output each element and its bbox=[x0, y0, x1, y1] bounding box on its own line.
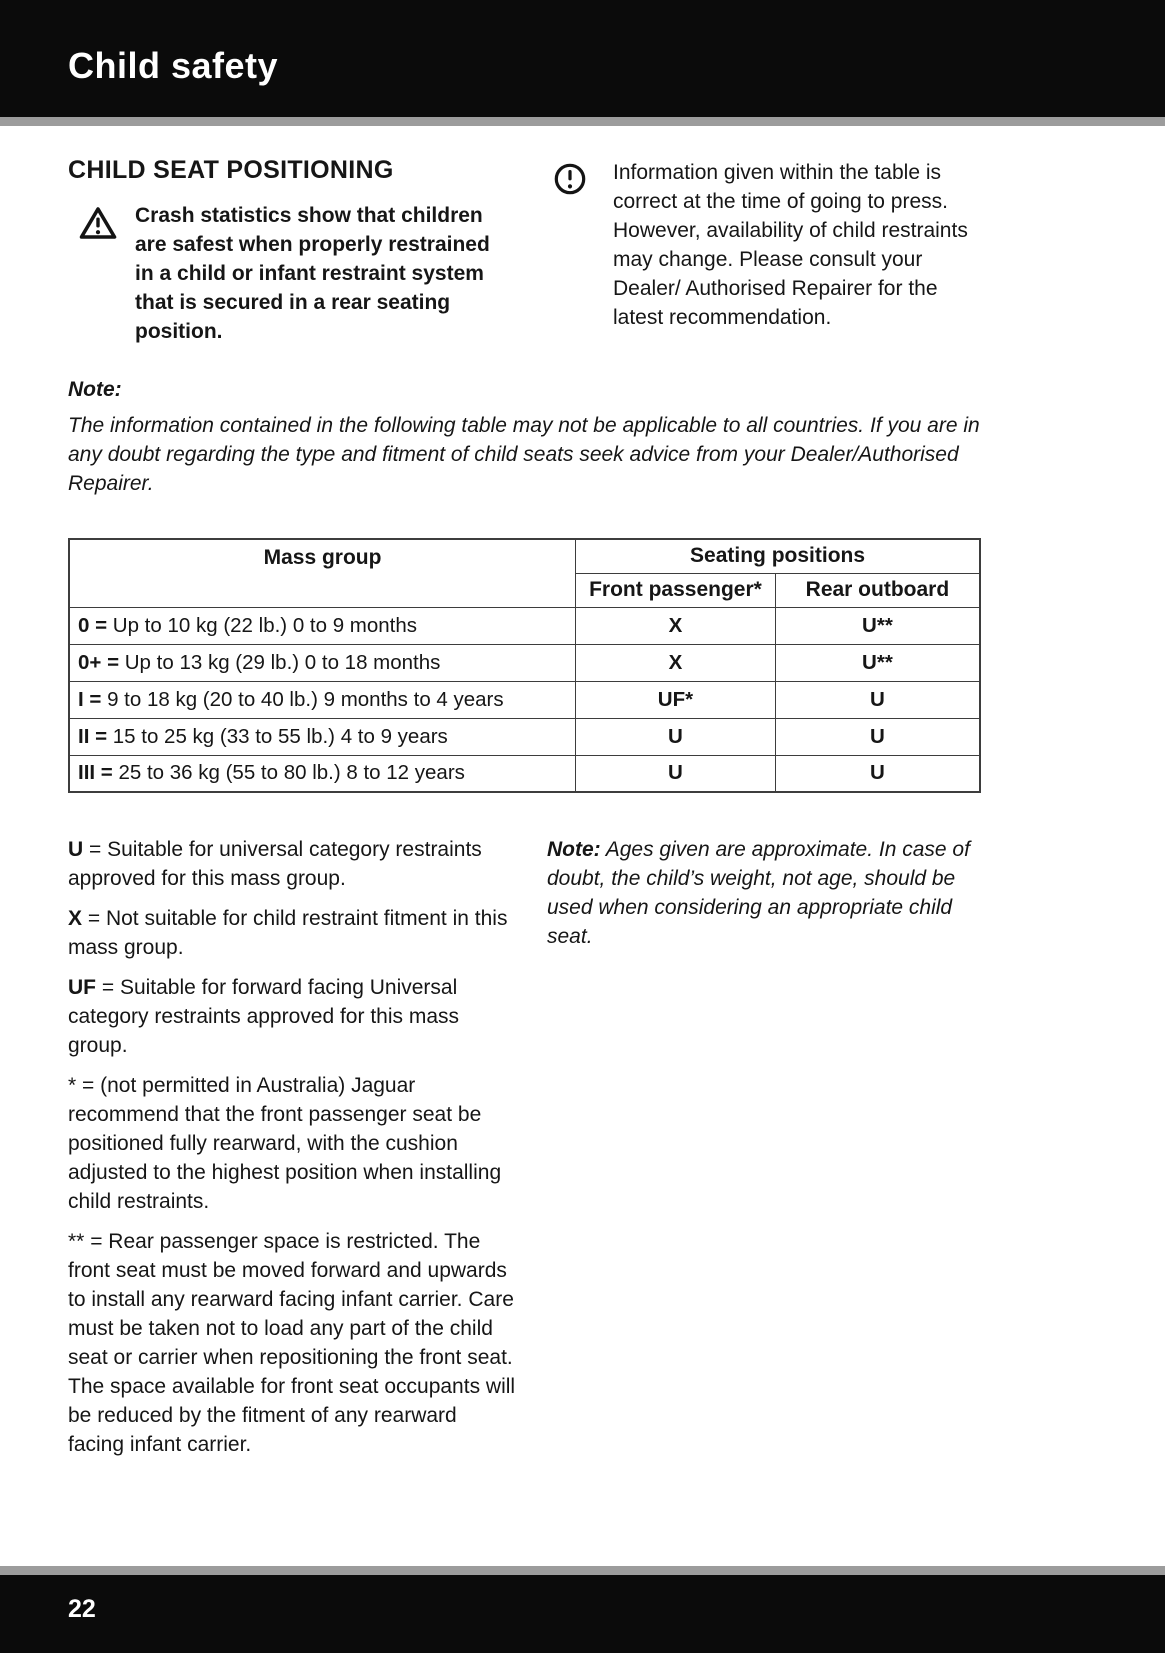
front-passenger-value: X bbox=[576, 644, 776, 681]
side-note-column bbox=[547, 835, 989, 1470]
front-passenger-value: U bbox=[576, 718, 776, 755]
col-header-front-passenger: Front passenger* bbox=[576, 573, 776, 607]
front-passenger-value: X bbox=[576, 607, 776, 644]
mass-group-code: 0 = bbox=[78, 613, 108, 637]
mass-group-cell bbox=[69, 718, 576, 755]
rear-outboard-value: U** bbox=[775, 644, 980, 681]
page-content bbox=[0, 126, 1165, 1566]
warning-triangle-icon bbox=[78, 201, 118, 241]
top-row bbox=[68, 156, 1097, 346]
mass-group-desc: 9 to 18 kg (20 to 40 lb.) 9 months to 4 years bbox=[107, 687, 504, 711]
legend-item bbox=[68, 1071, 516, 1216]
legend-text: = (not permitted in Australia) Jaguar recommend that the front passenger seat be positioned fully rearward, with the cushion adjusted to the highest position when installing child restraints. bbox=[68, 1074, 502, 1213]
note-intro-text: The information contained in the following table may not be applicable to all countries. If you are in any doubt regarding the type and fitment of child seats seek advice from your Dealer/Authorised Repairer. bbox=[68, 414, 980, 495]
section-title: CHILD SEAT POSITIONING bbox=[68, 156, 394, 184]
footer-divider bbox=[0, 1566, 1165, 1575]
front-passenger-value: U bbox=[576, 755, 776, 792]
page-header bbox=[0, 0, 1165, 117]
front-passenger-value: UF* bbox=[576, 681, 776, 718]
mass-group-cell bbox=[69, 681, 576, 718]
legend-text: = Suitable for universal category restraints approved for this mass group. bbox=[68, 838, 482, 890]
mass-group-cell bbox=[69, 644, 576, 681]
mass-group-desc: 25 to 36 kg (55 to 80 lb.) 8 to 12 years bbox=[118, 761, 465, 785]
col-header-seating-positions: Seating positions bbox=[576, 539, 980, 573]
page-title: Child safety bbox=[68, 44, 279, 86]
page-number: 22 bbox=[68, 1595, 96, 1623]
table-header-row bbox=[69, 539, 980, 573]
legend-column bbox=[68, 835, 516, 1470]
table-row bbox=[69, 644, 980, 681]
mass-group-code: III = bbox=[78, 761, 113, 785]
legend-item bbox=[68, 973, 516, 1060]
mass-group-desc: 15 to 25 kg (33 to 55 lb.) 4 to 9 years bbox=[112, 724, 448, 748]
mass-group-code: I = bbox=[78, 687, 102, 711]
table-row bbox=[69, 718, 980, 755]
info-circle-icon bbox=[553, 158, 587, 196]
side-note bbox=[547, 835, 989, 951]
legend-text: = Rear passenger space is restricted. The front seat must be moved forward and upwards to install any rearward facing infant carrier. Care must be taken not to load any part of the child seat or carrier when repositioning the front seat. The space available for front seat occupants will be reduced by the fitment of any rearward facing infant carrier. bbox=[68, 1230, 516, 1456]
legend-symbol: U bbox=[68, 838, 84, 861]
mass-group-cell bbox=[69, 607, 576, 644]
legend-item bbox=[68, 835, 516, 893]
mass-group-code: II = bbox=[78, 724, 108, 748]
legend-row bbox=[68, 835, 1097, 1470]
legend-text: = Not suitable for child restraint fitment in this mass group. bbox=[68, 907, 508, 959]
note-intro-block bbox=[68, 378, 1097, 498]
page-footer bbox=[0, 1575, 1165, 1653]
right-column bbox=[553, 158, 987, 346]
legend-text: = Suitable for forward facing Universal category restraints approved for this mass group. bbox=[68, 976, 460, 1057]
mass-group-desc: Up to 13 kg (29 lb.) 0 to 18 months bbox=[124, 650, 441, 674]
mass-group-desc: Up to 10 kg (22 lb.) 0 to 9 months bbox=[112, 613, 418, 637]
rear-outboard-value: U** bbox=[775, 607, 980, 644]
legend-item bbox=[68, 1227, 516, 1459]
note-label: Note: bbox=[68, 378, 122, 401]
table-row bbox=[69, 607, 980, 644]
child-seat-table bbox=[68, 538, 981, 793]
legend-symbol: UF bbox=[68, 976, 96, 999]
col-header-mass-group: Mass group bbox=[69, 539, 576, 607]
mass-group-code: 0+ = bbox=[78, 650, 120, 674]
side-note-text: Ages given are approximate. In case of doubt, the child’s weight, not age, should be used when considering an appropriate child seat. bbox=[547, 838, 970, 948]
info-text: Information given within the table is correct at the time of going to press. However, availability of child restraints may change. Please consult your Dealer/ Authorised Repairer for the latest recommendation. bbox=[613, 161, 968, 329]
side-note-label: Note: bbox=[547, 838, 601, 861]
warning-block bbox=[68, 201, 553, 346]
header-divider bbox=[0, 117, 1165, 126]
left-column bbox=[68, 156, 553, 346]
mass-group-cell bbox=[69, 755, 576, 792]
rear-outboard-value: U bbox=[775, 681, 980, 718]
warning-text: Crash statistics show that children are safest when properly restrained in a child or infant restraint system that is secured in a rear seating position. bbox=[135, 204, 490, 343]
col-header-rear-outboard: Rear outboard bbox=[775, 573, 980, 607]
legend-item bbox=[68, 904, 516, 962]
legend-symbol: ** bbox=[68, 1230, 85, 1253]
legend-symbol: * bbox=[68, 1074, 77, 1097]
legend-symbol: X bbox=[68, 907, 83, 930]
table-row bbox=[69, 681, 980, 718]
rear-outboard-value: U bbox=[775, 755, 980, 792]
rear-outboard-value: U bbox=[775, 718, 980, 755]
table-row bbox=[69, 755, 980, 792]
